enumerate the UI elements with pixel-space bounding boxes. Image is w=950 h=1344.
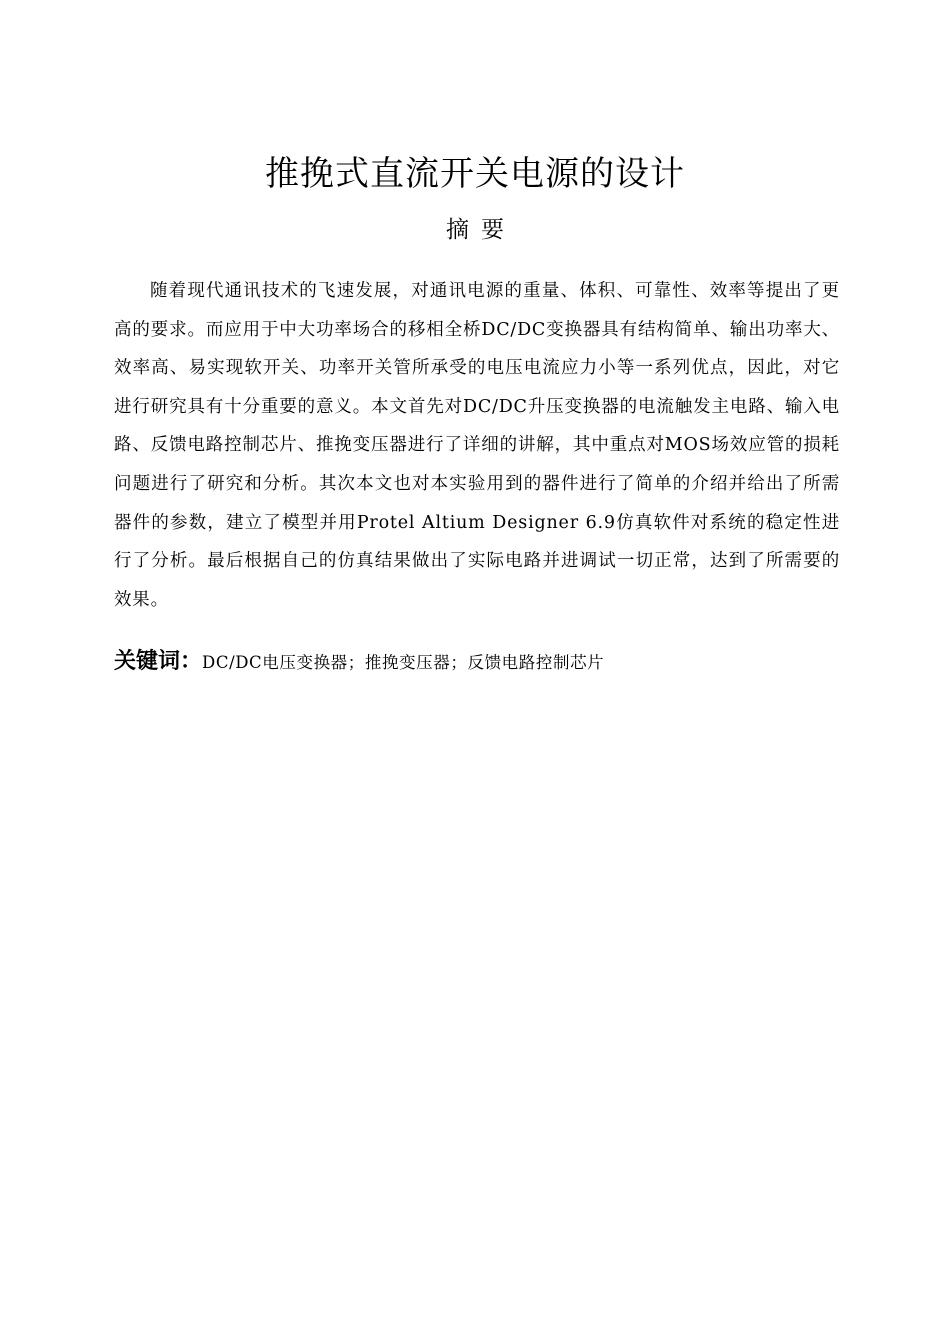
abstract-body: 随着现代通讯技术的飞速发展，对通讯电源的重量、体积、可靠性、效率等提出了更高的要求。而应用于中大功率场合的移相全桥DC/DC变换器具有结构简单、输出功率大、效率高、易实现软开关、功率开关管所承受的电压电流应力小等一系列优点，因此，对它进行研究具有十分重要的意义。本文首先对DC/DC升压变换器的电流触发主电路、输入电路、反馈电路控制芯片、推挽变压器进行了详细的讲解，其中重点对MOS场效应管的损耗问题进行了研究和分析。其次本文也对本实验用到的器件进行了简单的介绍并给出了所需器件的参数，建立了模型并用Protel Altium Designer 6.9仿真软件对系统的稳定性进行了分析。最后根据自己的仿真结果做出了实际电路并进调试一切正常，达到了所需要的效果。 bbox=[114, 281, 840, 610]
keywords-line bbox=[114, 644, 840, 682]
document-title: 推挽式直流开关电源的设计 bbox=[265, 154, 685, 194]
abstract-heading: 摘要 bbox=[446, 217, 516, 243]
keywords-text: DC/DC电压变换器；推挽变压器；反馈电路控制芯片 bbox=[202, 653, 605, 672]
keywords-label: 关键词： bbox=[114, 649, 203, 674]
